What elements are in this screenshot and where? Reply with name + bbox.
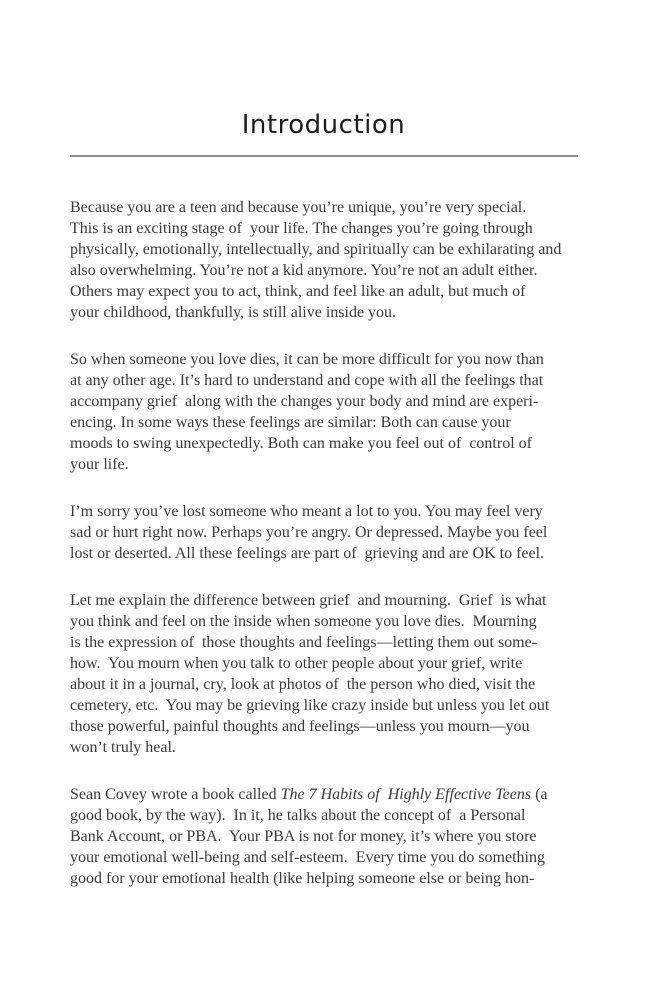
text-line: I’m sorry you’ve lost someone who meant a lot to you. You may feel very (70, 503, 543, 520)
paragraph-4 (70, 590, 610, 758)
text-line: physically, emotionally, intellectually, and spiritually can be exhilarating and (70, 241, 562, 258)
text-segment: Sean Covey wrote a book called (70, 786, 281, 803)
text-line: your childhood, thankfully, is still alive inside you. (70, 304, 397, 321)
page-title: Introduction (241, 110, 406, 140)
text-line: Because you are a teen and because you’re unique, you’re very special. (70, 199, 527, 216)
text-segment: (a (531, 786, 548, 803)
text-line: at any other age. It’s hard to understand and cope with all the feelings that (70, 372, 544, 389)
paragraph-3 (70, 501, 610, 564)
text-line: also overwhelming. You’re not a kid anymore. You’re not an adult either. (70, 262, 538, 279)
text-line: is the expression of those thoughts and feelings—letting them out some- (70, 634, 538, 651)
text-line: This is an exciting stage of your life. The changes you’re going through (70, 220, 533, 237)
text-line: those powerful, painful thoughts and feelings—unless you mourn—you (70, 718, 530, 735)
text-line: how. You mourn when you talk to other people about your grief, write (70, 655, 523, 672)
text-line: about it in a journal, cry, look at photos of the person who died, visit the (70, 676, 536, 693)
text-line: moods to swing unexpectedly. Both can make you feel out of control of (70, 435, 532, 452)
text-line: good for your emotional health (like helping someone else or being hon- (70, 870, 535, 887)
paragraph-2 (70, 349, 610, 475)
text-line: your life. (70, 456, 129, 473)
book-title-italic: The 7 Habits of Highly Effective Teens (280, 786, 532, 803)
text-line: So when someone you love dies, it can be more difficult for you now than (70, 351, 544, 368)
text-line: good book, by the way). In it, he talks about the concept of a Personal (70, 807, 526, 824)
paragraph-1 (70, 197, 610, 323)
body-text (70, 197, 610, 915)
text-line: lost or deserted. All these feelings are part of grieving and are OK to feel. (70, 545, 545, 562)
text-line: won’t truly heal. (70, 739, 176, 756)
text-line: encing. In some ways these feelings are similar: Both can cause your (70, 414, 511, 431)
text-line: cemetery, etc. You may be grieving like crazy inside but unless you let out (70, 697, 550, 714)
text-line: your emotional well-being and self-esteem. Every time you do something (70, 849, 545, 866)
text-line: Others may expect you to act, think, and feel like an adult, but much of (70, 283, 526, 300)
text-line: you think and feel on the inside when someone you love dies. Mourning (70, 613, 537, 630)
title-rule (70, 155, 578, 157)
paragraph-5 (70, 784, 610, 889)
text-line-with-book-title (70, 786, 548, 803)
text-line: Bank Account, or PBA. Your PBA is not for money, it’s where you store (70, 828, 537, 845)
text-line: accompany grief along with the changes your body and mind are experi- (70, 393, 539, 410)
text-line: sad or hurt right now. Perhaps you’re angry. Or depressed. Maybe you feel (70, 524, 548, 541)
text-line: Let me explain the difference between grief and mourning. Grief is what (70, 592, 547, 609)
